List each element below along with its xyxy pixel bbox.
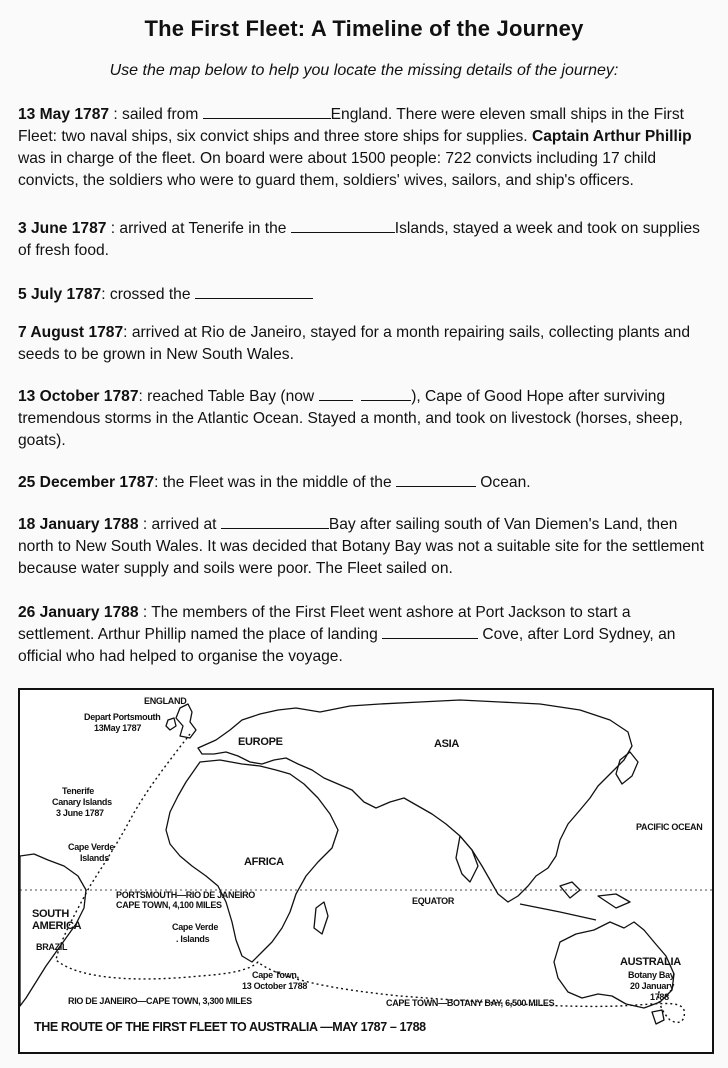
- label-tenerife-date: 3 June 1787: [56, 808, 104, 818]
- instructions: Use the map below to help you locate the missing details of the journey:: [109, 62, 619, 79]
- entry-date: 7 August 1787: [18, 324, 124, 341]
- britain-shape: [176, 704, 196, 738]
- label-route-1: PORTSMOUTH—RIO DE JANEIRO: [116, 890, 256, 900]
- entry-5-july-1787: 5 July 1787: crossed the: [18, 284, 708, 306]
- label-botany-bay: Botany Bay: [628, 970, 675, 980]
- page-title: The First Fleet: A Timeline of the Journey: [144, 16, 584, 41]
- label-cape-verde: Cape Verde: [68, 842, 115, 852]
- entry-18-january-1788: 18 January 1788 : arrived at Bay after sailing south of Van Diemen's Land, then north to New South Wales. It was decided that Botany Bay was not a suitable site for the settlement because water supply and soils were poor. The Fleet sailed on.: [18, 516, 704, 577]
- entry-3-june-1787: 3 June 1787 : arrived at Tenerife in the Islands, stayed a week and took on supplies of fresh food.: [18, 220, 700, 259]
- label-africa: AFRICA: [244, 856, 284, 868]
- label-england: ENGLAND: [144, 696, 187, 706]
- route-map: [18, 688, 714, 1054]
- answer-blank[interactable]: [203, 104, 331, 119]
- label-australia: AUSTRALIA: [620, 956, 681, 968]
- answer-blank[interactable]: [382, 624, 478, 639]
- entry-26-january-1788: 26 January 1788 : The members of the First Fleet went ashore at Port Jackson to start a settlement. Arthur Phillip named the place of landing Cove, after Lord Sydney, an official who had helped to organise the voyage.: [18, 604, 676, 665]
- entry-date: 18 January 1788: [18, 516, 139, 533]
- fleet-route: [56, 734, 684, 1022]
- indonesia-shape: [520, 904, 596, 920]
- label-cape-verde-2: Cape Verde: [172, 922, 219, 932]
- label-south: SOUTH: [32, 908, 70, 920]
- entry-date: 13 May 1787: [18, 106, 110, 123]
- entry-7-august-1787: 7 August 1787: arrived at Rio de Janeiro, stayed for a month repairing sails, collecting plants and seeds to be grown in New South Wales.: [18, 324, 691, 363]
- answer-blank[interactable]: [396, 472, 476, 487]
- label-equator: EQUATOR: [412, 896, 455, 906]
- label-botany-date: 20 January: [630, 981, 675, 991]
- label-cape-verde-islands: Islands: [80, 853, 109, 863]
- japan-shape: [616, 752, 638, 784]
- label-pacific-ocean: PACIFIC OCEAN: [636, 822, 703, 832]
- ireland-shape: [166, 718, 176, 730]
- madagascar-shape: [314, 902, 328, 934]
- label-cape-town-date: 13 October 1788: [242, 981, 308, 991]
- label-depart-date: 13May 1787: [94, 723, 142, 733]
- answer-blank[interactable]: [291, 218, 395, 233]
- india-shape: [456, 836, 478, 882]
- entry-date: 26 January 1788: [18, 604, 139, 621]
- entry-25-december-1787: 25 December 1787: the Fleet was in the middle of the Ocean.: [18, 474, 531, 491]
- label-route-1b: CAPE TOWN, 4,100 MILES: [116, 900, 222, 910]
- label-tenerife: Tenerife: [62, 786, 94, 796]
- label-europe: EUROPE: [238, 736, 283, 748]
- entry-13-may-1787: 13 May 1787 : sailed from England. There were eleven small ships in the First Fleet: two naval ships, six convict ships and three store ships for supplies. Captain Arthur Phillip was in charge of the fleet. On board were about 1500 people: 722 convicts including 17 child convicts, the soldiers who were to guard them, soldiers' wives, sailors, and ship's officers.: [18, 106, 692, 189]
- answer-blank[interactable]: [319, 386, 353, 401]
- answer-blank[interactable]: [221, 514, 329, 529]
- captain-name: Captain Arthur Phillip: [531, 128, 692, 145]
- label-asia: ASIA: [434, 738, 460, 750]
- label-brazil: BRAZIL: [36, 942, 68, 952]
- label-route-3: CAPE TOWN—BOTANY BAY, 6,500 MILES: [386, 998, 555, 1008]
- entry-13-october-1787: 13 October 1787: reached Table Bay (now ), Cape of Good Hope after surviving tremendous storms in the Atlantic Ocean. Stayed a month, and took on livestock (horses, sheep, goats).: [18, 388, 683, 449]
- label-depart: Depart Portsmouth: [84, 712, 161, 722]
- label-botany-year: 1788: [650, 992, 669, 1002]
- label-route-2: RIO DE JANEIRO—CAPE TOWN, 3,300 MILES: [68, 996, 252, 1006]
- entry-date: 13 October 1787: [18, 388, 139, 405]
- label-canary-islands: Canary Islands: [52, 797, 112, 807]
- eurasia-coast: [198, 700, 632, 902]
- label-cape-town: Cape Town,: [252, 970, 299, 980]
- entry-date: 5 July 1787: [18, 286, 102, 303]
- tasmania-shape: [652, 1010, 664, 1024]
- answer-blank[interactable]: [195, 284, 313, 299]
- label-cape-verde-2b: . Islands: [176, 934, 210, 944]
- entry-date: 3 June 1787: [18, 220, 107, 237]
- answer-blank[interactable]: [361, 386, 411, 401]
- entry-date: 25 December 1787: [18, 474, 155, 491]
- map-caption: THE ROUTE OF THE FIRST FLEET TO AUSTRALIA —MAY 1787 – 1788: [34, 1020, 426, 1034]
- label-america: AMERICA: [32, 920, 82, 932]
